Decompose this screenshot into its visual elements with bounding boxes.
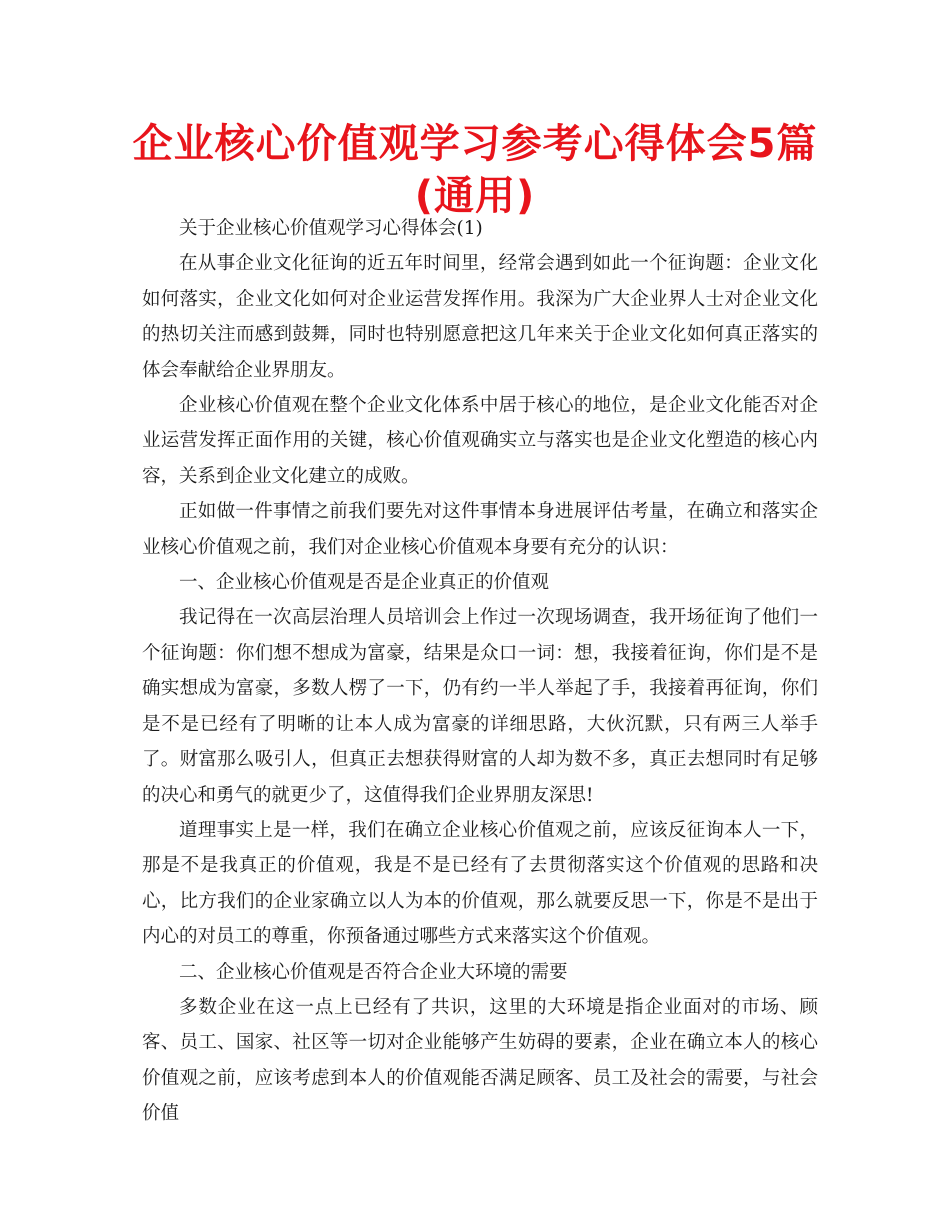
section-heading: 一、企业核心价值观是否是企业真正的价值观 xyxy=(179,572,550,594)
paragraph: 企业核心价值观在整个企业文化体系中居于核心的地位，是企业文化能否对企业运营发挥正面作用的关键，核心价值观确实立与落实也是企业文化塑造的核心内容，关系到企业文化建立的成败。 xyxy=(142,395,818,487)
title-line-2: (通用) xyxy=(414,173,536,219)
document-body xyxy=(142,211,818,1132)
paragraph: 多数企业在这一点上已经有了共识，这里的大环境是指企业面对的市场、顾客、员工、国家、社区等一切对企业能够产生妨碍的要素，企业在确立本人的核心价值观之前，应该考虑到本人的价值观能否满足顾客、员工及社会的需要，与社会价值 xyxy=(142,996,818,1125)
title-line-1: 企业核心价值观学习参考心得体会5篇 xyxy=(132,121,818,167)
paragraph: 我记得在一次高层治理人员培训会上作过一次现场调查，我开场征询了他们一个征询题：你们想不想成为富豪，结果是众口一词：想，我接着征询，你们是不是确实想成为富豪，多数人楞了一下，仍有约一半人举起了手，我接着再征询，你们是不是已经有了明晰的让本人成为富豪的详细思路，大伙沉默，只有两三人举手了。财富那么吸引人，但真正去想获得财富的人却为数不多，真正去想同时有足够的决心和勇气的就更少了，这值得我们企业界朋友深思! xyxy=(142,607,818,806)
section-heading: 关于企业核心价值观学习心得体会(1) xyxy=(179,218,483,239)
section-heading: 二、企业核心价值观是否符合企业大环境的需要 xyxy=(179,961,568,983)
document-title xyxy=(100,118,850,222)
paragraph: 正如做一件事情之前我们要先对这件事情本身进展评估考量，在确立和落实企业核心价值观之前，我们对企业核心价值观本身要有充分的认识： xyxy=(142,501,818,558)
paragraph: 道理事实上是一样，我们在确立企业核心价值观之前，应该反征询本人一下，那是不是我真正的价值观，我是不是已经有了去贯彻落实这个价值观的思路和决心，比方我们的企业家确立以人为本的价值观，那么就要反思一下，你是不是出于内心的对员工的尊重，你预备通过哪些方式来落实这个价值观。 xyxy=(142,819,818,948)
paragraph: 在从事企业文化征询的近五年时间里，经常会遇到如此一个征询题：企业文化如何落实，企业文化如何对企业运营发挥作用。我深为广大企业界人士对企业文化的热切关注而感到鼓舞，同时也特别愿意把这几年来关于企业文化如何真正落实的体会奉献给企业界朋友。 xyxy=(142,253,818,381)
